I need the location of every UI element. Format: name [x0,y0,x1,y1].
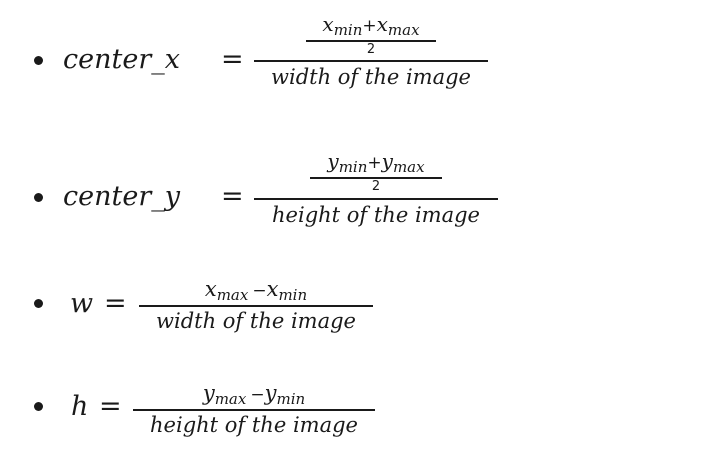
formula-lhs: center_x [63,44,180,75]
fraction-denominator: width of the image [271,65,471,89]
fraction-denominator: height of the image [272,203,480,227]
fraction-numerator [139,279,373,303]
divisor: 2 [366,42,376,57]
var-a: y [327,149,339,173]
sub-a: max [214,390,247,408]
sub-b: max [392,158,425,176]
sub-a: max [216,286,249,304]
fraction [133,380,375,442]
equals-sign: = [221,181,244,212]
var-b: y [264,381,277,405]
var-b: x [376,12,388,36]
sub-b: max [387,21,420,39]
equals-sign: = [99,391,122,422]
bullet-icon [34,299,43,308]
fraction-bar [133,409,375,411]
operator: − [252,281,267,301]
fraction-inner-numerator [254,14,488,38]
fraction [139,276,373,338]
bullet-icon [34,193,43,202]
fraction-inner-numerator [254,151,498,175]
divisor: 2 [371,179,381,194]
formula-lhs: center_y [63,181,180,212]
sub-a: min [338,158,368,176]
operator: + [362,16,377,36]
var-a: x [204,277,217,301]
var-b: x [266,277,279,301]
equals-sign: = [104,288,127,319]
bullet-icon [34,56,43,65]
formula-lhs: h [71,391,89,422]
sub-b: min [278,286,308,304]
sub-b: min [276,390,306,408]
bullet-icon [34,402,43,411]
operator: − [250,385,265,405]
var-a: x [322,12,334,36]
fraction-numerator [133,383,375,407]
formula-lhs: w [70,288,94,319]
operator: + [367,153,382,173]
fraction-bar [139,305,373,307]
equals-sign: = [221,44,244,75]
fraction-denominator: height of the image [150,413,358,437]
var-a: y [202,381,215,405]
fraction [254,10,488,94]
var-b: y [381,149,393,173]
fraction-denominator: width of the image [156,309,356,333]
fraction-bar [254,60,488,62]
fraction-bar [254,198,498,200]
fraction [254,148,498,232]
sub-a: min [333,21,363,39]
